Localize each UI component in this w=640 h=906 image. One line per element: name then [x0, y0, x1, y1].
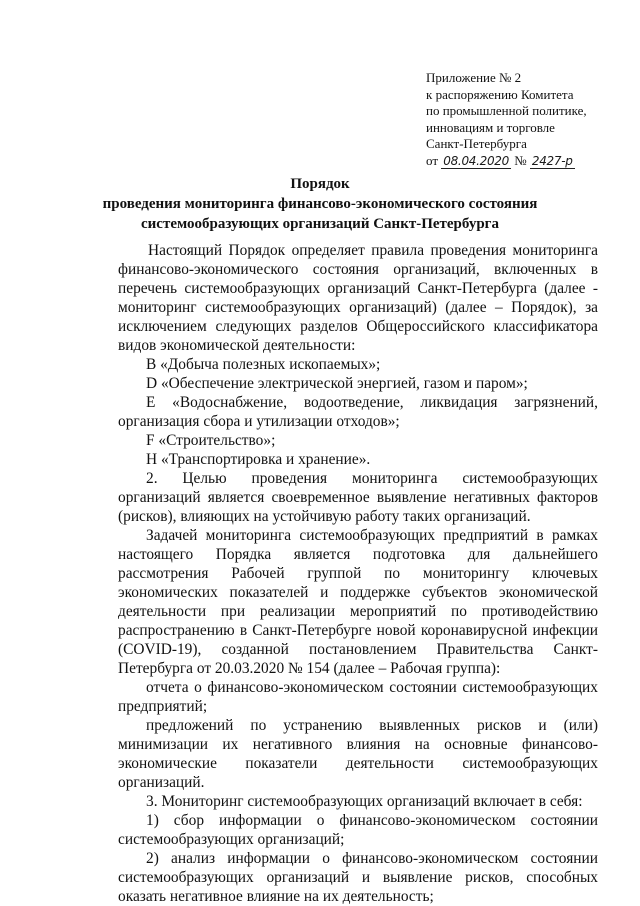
paragraph-goal: 2. Целью проведения мониторинга системообразующих организаций является своевременное выявление негативных факторов (рисков), влияющих на устойчивую работу таких организаций.	[118, 470, 598, 525]
paragraph-task: Задачей мониторинга системообразующих предприятий в рамках настоящего Порядка является подготовка для дальнейшего рассмотрения Рабочей группой по мониторингу ключевых экономических показателей и поддержке субъектов экономической деятельности при реализации мероприятий по противодействию распространению в Санкт-Петербурге новой коронавирусной инфекции (COVID-19), созданной постановлением Правительства Санкт-Петербурга от 20.03.2020 № 154 (далее – Рабочая группа):	[118, 527, 598, 677]
list-item-analysis: 2) анализ информации о финансово-экономическом состоянии системообразующих организаций и выявление рисков, способных оказать негативное влияние на их деятельность;	[118, 850, 598, 905]
handwritten-number: 2427-р	[531, 153, 573, 168]
list-item-proposals: предложений по устранению выявленных рисков и (или) минимизации их негативного влияния на основные финансово-экономические показатели деятельности системообразующих организаций.	[118, 717, 598, 791]
document-title	[100, 174, 540, 234]
title-line: Порядок	[290, 176, 350, 192]
title-line: системообразующих организаций Санкт-Петербурга	[141, 216, 499, 232]
list-item-section-e: E «Водоснабжение, водоотведение, ликвидация загрязнений, организация сбора и утилизации отходов»;	[118, 394, 598, 430]
document-body	[118, 241, 598, 906]
number-prefix: №	[514, 152, 527, 168]
list-item-section-f: F «Строительство»;	[146, 432, 276, 449]
handwritten-date: 08.04.2020	[443, 153, 509, 168]
appendix-line: к распоряжению Комитета	[426, 86, 574, 102]
title-line: проведения мониторинга финансово-экономического состояния	[102, 196, 538, 212]
appendix-line: Приложение № 2	[426, 70, 522, 85]
appendix-line: инновациям и торговле	[426, 119, 555, 135]
paragraph-monitoring-includes: 3. Мониторинг системообразующих организаций включает в себя:	[146, 793, 583, 810]
appendix-line: Санкт-Петербурга	[426, 136, 527, 151]
list-item-report: отчета о финансово-экономическом состоянии системообразующих предприятий;	[118, 679, 598, 715]
paragraph-intro: Настоящий Порядок определяет правила проведения мониторинга финансово-экономического состояния организаций, включенных в перечень системообразующих организаций Санкт-Петербурга (далее - мониторинг системообразующих организаций) (далее – Порядок), за исключением следующих разделов Общероссийского классификатора видов экономической деятельности:	[118, 242, 598, 354]
list-item-section-h: H «Транспортировка и хранение».	[146, 451, 371, 468]
list-item-collection: 1) сбор информации о финансово-экономическом состоянии системообразующих организаций;	[118, 812, 598, 848]
appendix-line: по промышленной политике,	[426, 103, 587, 118]
appendix-date-line	[426, 153, 631, 170]
list-item-section-d: D «Обеспечение электрической энергией, газом и паром»;	[146, 375, 528, 392]
list-item-section-b: B «Добыча полезных ископаемых»;	[146, 356, 381, 373]
appendix-block	[426, 70, 631, 169]
date-prefix: от	[426, 152, 439, 168]
